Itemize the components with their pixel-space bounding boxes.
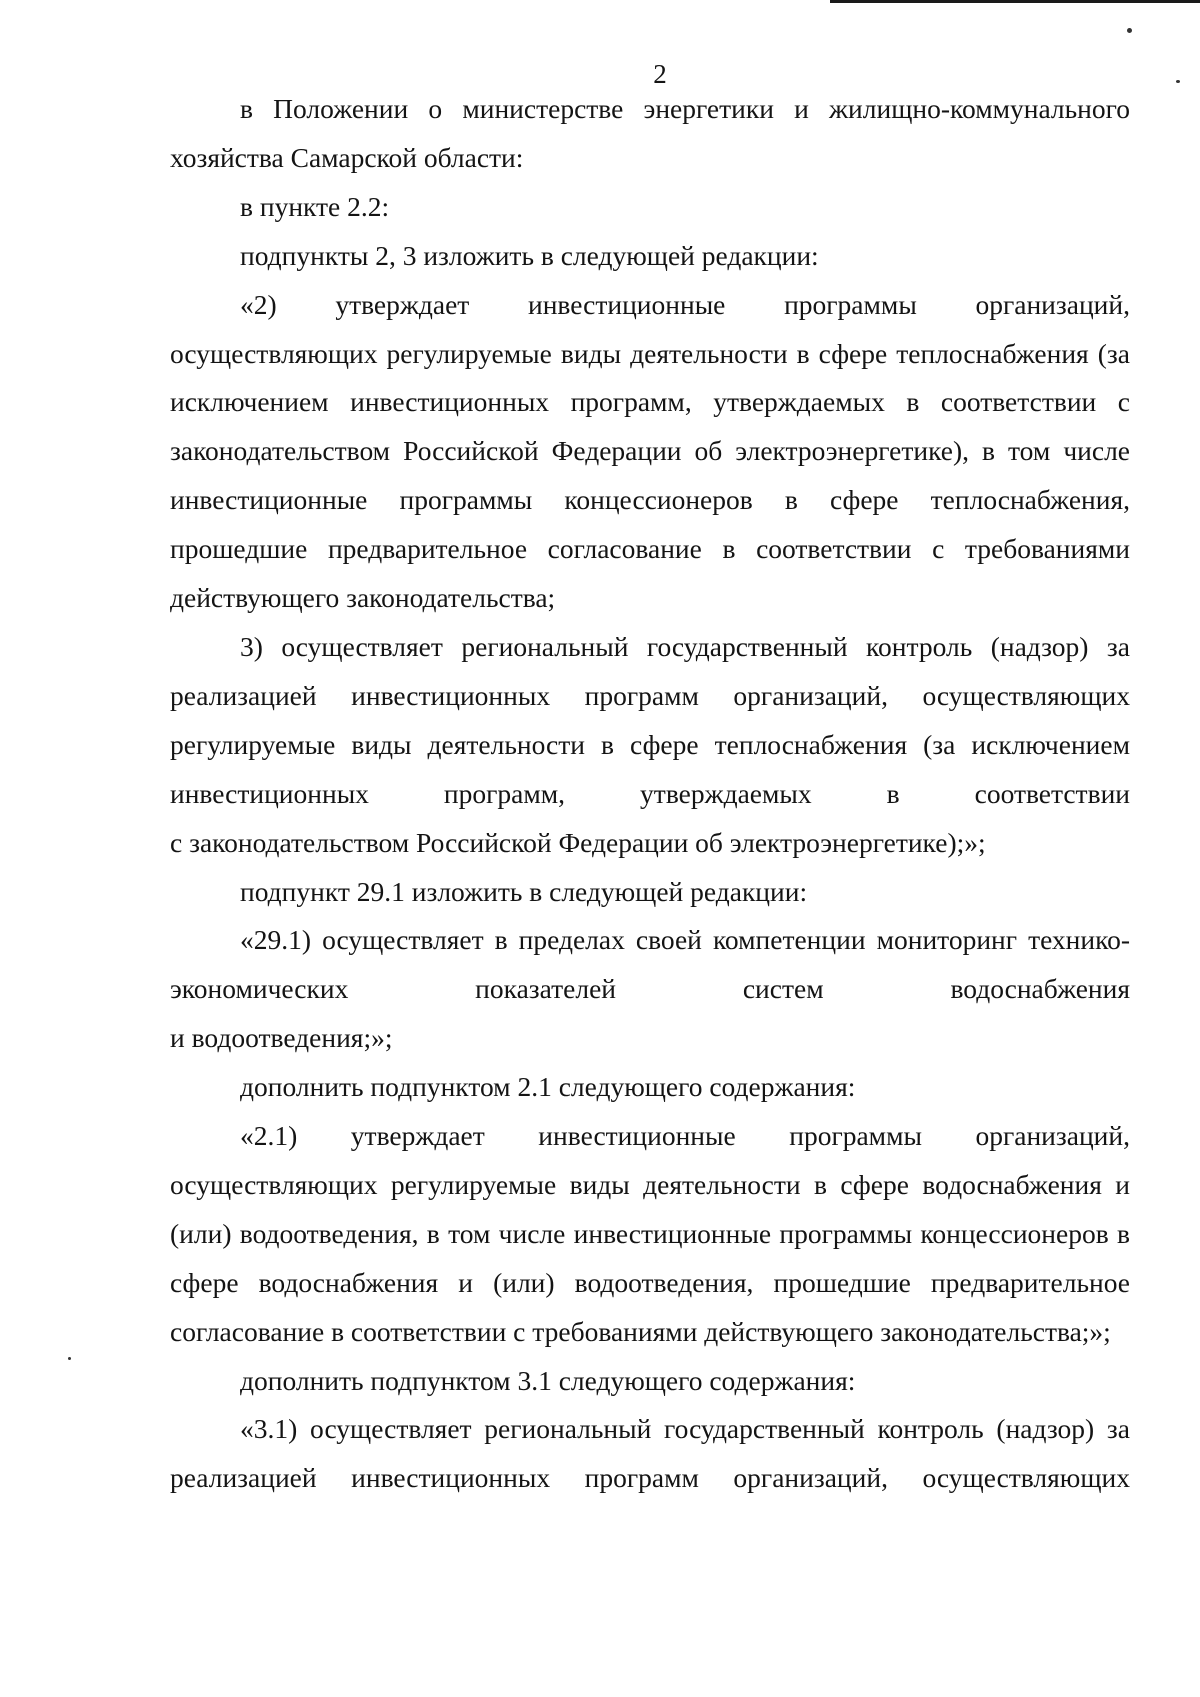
paragraph: в пункте 2.2: <box>240 190 390 222</box>
scan-artifact-dot <box>68 1357 71 1360</box>
paragraph: дополнить подпунктом 2.1 следующего содержания: <box>240 1071 856 1103</box>
scan-border-line <box>830 0 1200 3</box>
paragraph: «2) утверждает инвестиционные программы организаций, осуществляющих регулируемые виды деятельности в сфере теплоснабжения (за исключением инвестиционных программ, утверждаемых в соответствии с законодательством Российской Федерации об электроэнергетике), в том числе инвестиционные программы концессионеров в сфере теплоснабжения, прошедшие предварительное согласование в соответствии с требованиями действующего законодательства; <box>170 288 1130 614</box>
paragraph: «29.1) осуществляет в пределах своей компетенции мониторинг технико-экономических показателей систем водоснабжения <box>170 924 1130 1005</box>
paragraph: подпункты 2, 3 изложить в следующей редакции: <box>240 239 819 271</box>
paragraph: «2.1) утверждает инвестиционные программы организаций, осуществляющих регулируемые виды деятельности в сфере водоснабжения и (или) водоотведения, в том числе инвестиционные программы концессионеров в сфере водоснабжения и (или) водоотведения, прошедшие предварительное согласование в соответствии с требованиями действующего законодательства;»; <box>170 1120 1130 1347</box>
paragraph: в Положении о министерстве энергетики и жилищно-коммунального хозяйства Самарской области: <box>170 93 1130 173</box>
paragraph: с законодательством Российской Федерации об электроэнергетике);»; <box>170 826 986 858</box>
scan-artifact-dot <box>1127 28 1132 33</box>
paragraph: дополнить подпунктом 3.1 следующего содержания: <box>240 1364 856 1396</box>
paragraph: 3) осуществляет региональный государственный контроль (надзор) за реализацией инвестиционных программ организаций, осуществляющих регулируемые виды деятельности в сфере теплоснабжения (за исключением <box>170 630 1130 760</box>
page-number: 2 <box>653 59 667 89</box>
document-body <box>170 85 1130 1503</box>
paragraph: «3.1) осуществляет региональный государственный контроль (надзор) за реализацией инвестиционных программ организаций, осуществляющих <box>170 1413 1130 1494</box>
paragraph: инвестиционных программ, утверждаемых в соответствии <box>170 777 1130 809</box>
paragraph: подпункт 29.1 изложить в следующей редакции: <box>240 875 808 907</box>
paragraph: и водоотведения;»; <box>170 1022 393 1054</box>
